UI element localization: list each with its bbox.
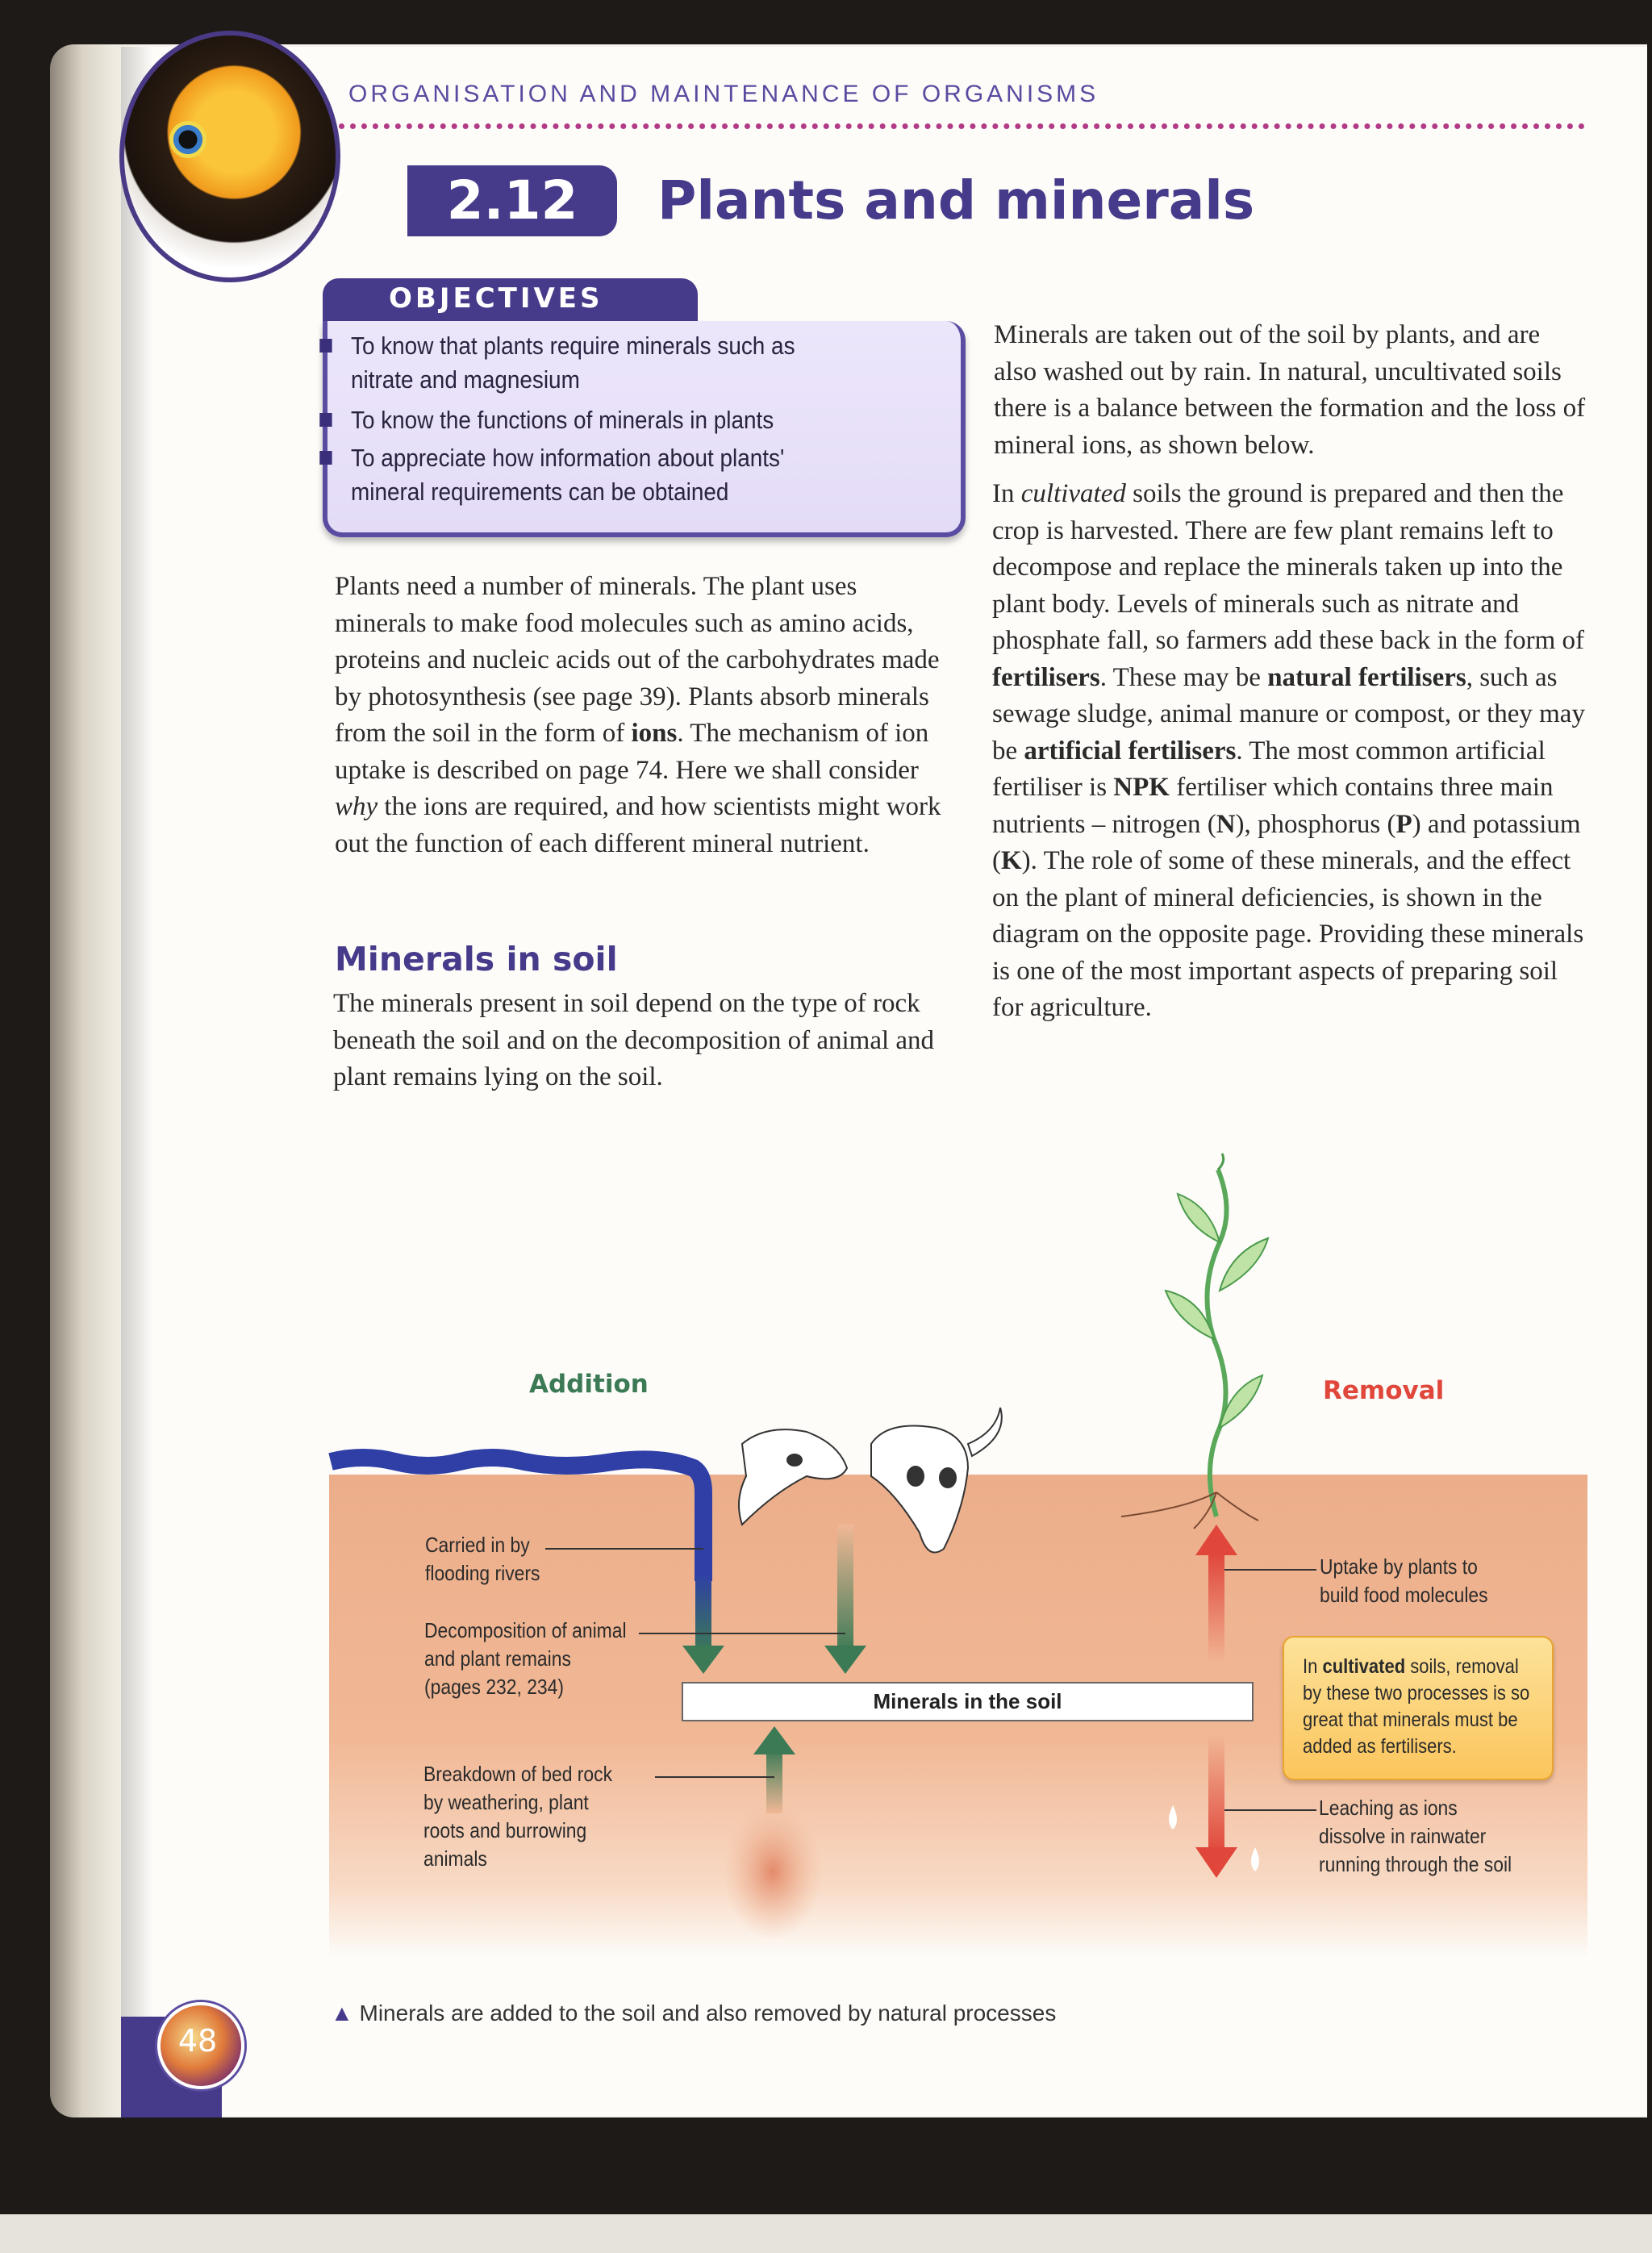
leaching-label: Leaching as ions dissolve in rainwater running through the soil	[1319, 1796, 1512, 1876]
animal-skull-icon	[871, 1408, 1002, 1553]
subheading-minerals-in-soil: Minerals in soil	[335, 940, 618, 978]
figure-caption: ▲ Minerals are added to the soil and also removed by natural processes	[331, 2001, 1057, 2026]
addition-label: Addition	[529, 1370, 649, 1399]
uptake-arrow-shaft	[1208, 1553, 1224, 1666]
minerals-in-soil-box: Minerals in the soil	[682, 1682, 1254, 1721]
minerals-in-soil-paragraph: The minerals present in soil depend on the type of rock beneath the soil and on the decomposition of animal and plant remains lying on the soil.	[333, 989, 935, 1091]
flooding-arrow-shaft	[695, 1573, 711, 1654]
right-paragraph-1: Minerals are taken out of the soil by plants, and are also washed out by rain. In natural, uncultivated soils there is a balance between the formation and the loss of mineral ions, as shown below.	[994, 320, 1586, 460]
bedrock-particles	[723, 1803, 823, 1940]
objective-item: To appreciate how information about plants' mineral requirements can be obtained	[351, 441, 859, 509]
section-title: Plants and minerals	[657, 169, 1255, 232]
plant-roots	[1121, 1492, 1258, 1529]
plant-leaf-icon	[1220, 1238, 1268, 1291]
caption-triangle-icon: ▲	[331, 2001, 353, 2026]
page-number: 48	[177, 2023, 218, 2059]
objectives-heading: OBJECTIVES	[389, 282, 603, 315]
objective-item: To know the functions of minerals in plants	[351, 403, 859, 437]
uptake-label: Uptake by plants to build food molecules	[1320, 1554, 1488, 1607]
bedrock-arrow-head	[753, 1726, 795, 1754]
leader-line	[1224, 1809, 1316, 1811]
decomposition-arrow-shaft	[837, 1525, 853, 1654]
animal-skull-icon	[739, 1429, 847, 1525]
leaching-arrow-head	[1195, 1847, 1237, 1878]
right-paragraph-2: In cultivated soils the ground is prepared and then the crop is harvested. There are few plant remains left to decompose and replace the minerals taken up into the plant body. Levels of minerals such as nitrate and phosphate fall, so farmers add these back in the form of fertilisers. These may be natural fertilisers, such as sewage sludge, animal manure or compost, or they may be artificial fertilisers. The most common artificial fertiliser is NPK fertiliser which contains three main nutrients – nitrogen (N), phosphorus (P) and potassium (K). The role of some of these minerals, and the effect on the plant of mineral deficiencies, is shown in the diagram on the opposite page. Providing these minerals is one of the most important aspects of preparing soil for agriculture.	[992, 479, 1585, 1022]
decomposition-arrow-head	[824, 1646, 866, 1674]
raindrop-icon	[1251, 1847, 1259, 1871]
intro-paragraph: Plants need a number of minerals. The plant uses minerals to make food molecules such as amino acids, proteins and nucleic acids out of the carbohydrates made by photosynthesis (see page 39). Plants absorb minerals from the soil in the form of ions. The mechanism of ion uptake is described on page 74. Here we shall consider why the ions are required, and how scientists might work out the function of each different mineral nutrient.	[335, 572, 941, 858]
leader-line	[655, 1776, 774, 1778]
removal-label: Removal	[1323, 1376, 1445, 1405]
leaching-arrow-shaft	[1208, 1734, 1224, 1855]
flooding-arrow-head	[682, 1646, 724, 1674]
leader-line	[1224, 1569, 1316, 1571]
raindrop-icon	[1169, 1805, 1177, 1830]
chapter-heading: ORGANISATION AND MAINTENANCE OF ORGANISMS	[348, 81, 1099, 107]
plant-leaf-icon	[1178, 1194, 1220, 1242]
leader-line	[545, 1548, 703, 1550]
plant-leaf-icon	[1218, 1154, 1224, 1170]
bedrock-label: Breakdown of bed rock by weathering, plant roots and burrowing animals	[423, 1762, 613, 1871]
objective-item: To know that plants require minerals such as nitrate and magnesium	[351, 329, 859, 397]
flooding-label: Carried in by flooding rivers	[425, 1533, 540, 1585]
decomposition-label: Decomposition of animal and plant remains (pages 232, 234)	[424, 1618, 627, 1699]
section-number-badge: 2.12	[407, 165, 617, 236]
uptake-arrow-head	[1195, 1525, 1237, 1555]
leader-line	[639, 1633, 845, 1634]
cultivated-callout-text: In cultivated soils, removal by these two processes is so great that minerals must be added as fertilisers.	[1303, 1655, 1530, 1758]
